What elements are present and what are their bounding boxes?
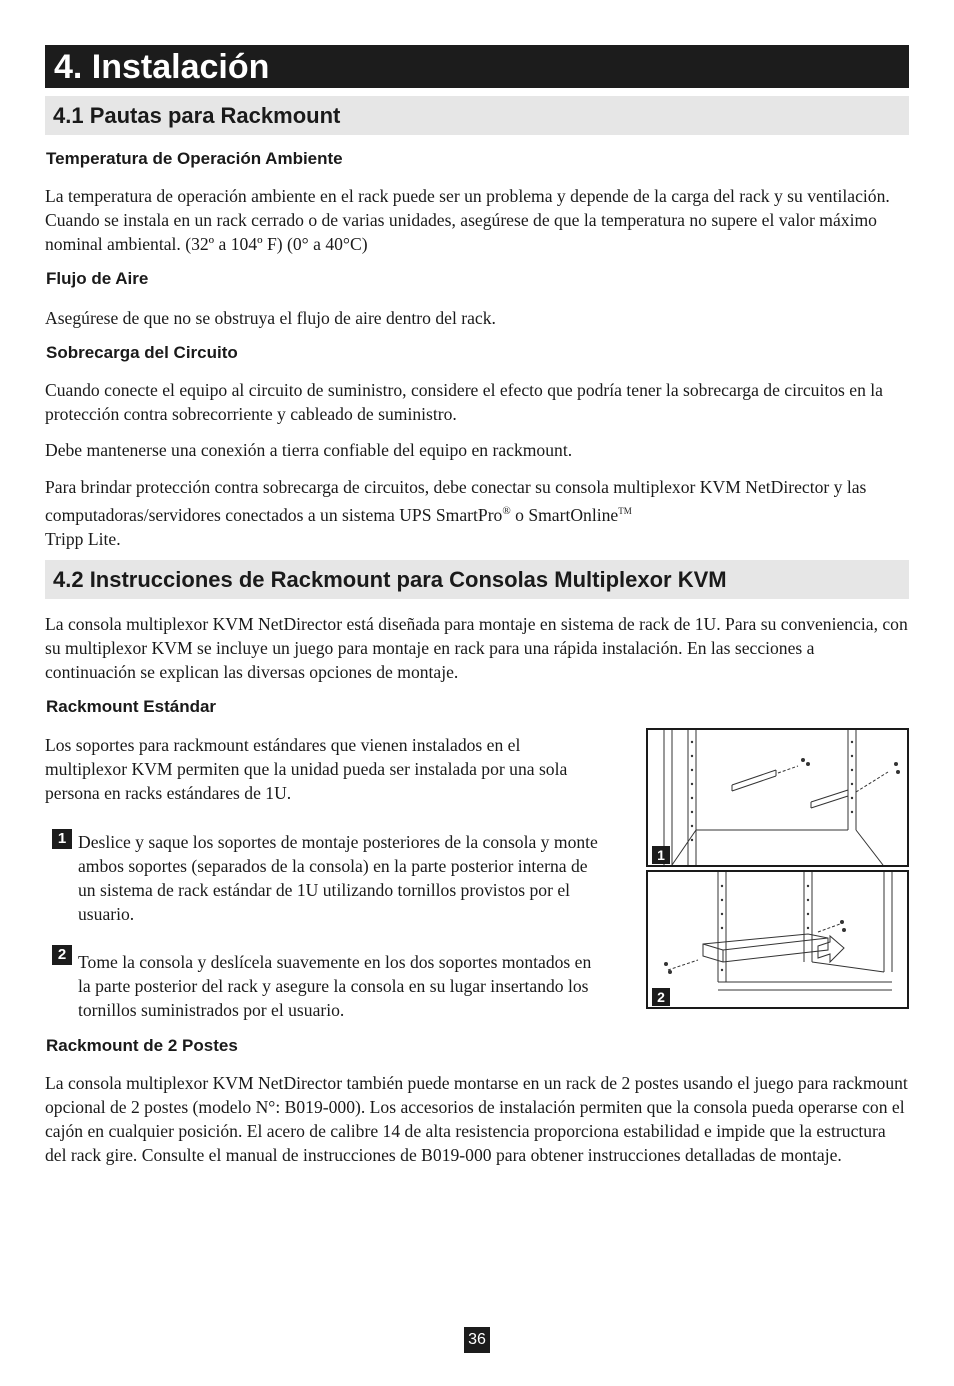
step-2-number: 2 bbox=[52, 945, 72, 965]
trademark-mark: TM bbox=[618, 506, 632, 516]
section-4-2-title: 4.2 Instrucciones de Rackmount para Consolas Multiplexor KVM bbox=[53, 567, 727, 592]
figure-2-label: 2 bbox=[652, 988, 670, 1006]
circuit-paragraph-1: Cuando conecte el equipo al circuito de suministro, considere el efecto que podría tener la sobrecarga de circuitos en la protección contra sobrecorriente y cableado de suministro. bbox=[45, 380, 883, 424]
temperature-paragraph: La temperatura de operación ambiente en el rack puede ser un problema y depende de la carga del rack y su ventilación. Cuando se instala en un rack cerrado o de varias unidades, asegúrese de que la temperatura no supere el valor máximo nominal ambiental. (32º a 104º F) (0° a 40°C) bbox=[45, 186, 890, 254]
step-2-text: Tome la consola y deslícela suavemente en los dos soportes montados en la parte posterior del rack y asegure la consola en su lugar insertando los tornillos suministrados por el usuario. bbox=[78, 952, 592, 1020]
circuit-text-part-c: Tripp Lite. bbox=[45, 528, 121, 549]
section-4-1-header bbox=[45, 96, 909, 135]
standard-rackmount-heading: Rackmount Estándar bbox=[46, 697, 217, 716]
section-4-1-title: 4.1 Pautas para Rackmount bbox=[53, 103, 341, 128]
chapter-title: 4. Instalación bbox=[54, 48, 270, 86]
step-1-number: 1 bbox=[52, 829, 72, 849]
console-slide-illustration bbox=[648, 872, 907, 1007]
circuit-paragraph-3 bbox=[45, 475, 909, 551]
step-1-text: Deslice y saque los soportes de montaje posteriores de la consola y monte ambos soportes (separados de la consola) en la parte posterior interna de un sistema de rack estándar de 1U utilizando tornillos provistos por el usuario. bbox=[78, 832, 598, 924]
registered-mark: ® bbox=[502, 505, 511, 517]
rack-rear-brackets-illustration bbox=[648, 730, 907, 865]
standard-rackmount-paragraph: Los soportes para rackmount estándares que vienen instalados en el multiplexor KVM permiten que la unidad pueda ser instalada por una sola persona en racks estándares de 1U. bbox=[45, 735, 568, 803]
section-4-2-intro: La consola multiplexor KVM NetDirector está diseñada para montaje en sistema de rack de 1U. Para su conveniencia, con su multiplexor KVM se incluye un juego para montaje en rack para una rápida instalación. En las secciones a continuación se explican las diversas opciones de montaje. bbox=[45, 614, 908, 682]
circuit-text-part-a: Para brindar protección contra sobrecarga de circuitos, debe conectar su consola multiplexor KVM NetDirector y las computadoras/servidores conectados a un sistema UPS SmartPro bbox=[45, 477, 867, 525]
circuit-paragraph-2: Debe mantenerse una conexión a tierra confiable del equipo en rackmount. bbox=[45, 440, 573, 460]
figure-1-rack-brackets bbox=[646, 728, 909, 867]
circuit-overload-heading: Sobrecarga del Circuito bbox=[46, 343, 238, 362]
two-post-rackmount-paragraph: La consola multiplexor KVM NetDirector también puede montarse en un rack de 2 postes usando el juego para rackmount opcional de 2 postes (modelo N°: B019-000). Los accesorios de instalación permiten que la consola pueda operarse con el cajón en cualquier posición. El acero de calibre 14 de alta resistencia proporciona estabilidad e impide que la estructura del rack gire. Consulte el manual de instrucciones de B019-000 para obtener instrucciones detalladas de montaje. bbox=[45, 1073, 908, 1165]
figure-1-label: 1 bbox=[652, 846, 670, 864]
two-post-rackmount-heading: Rackmount de 2 Postes bbox=[46, 1036, 238, 1055]
chapter-title-bar bbox=[45, 45, 909, 88]
temperature-heading: Temperatura de Operación Ambiente bbox=[46, 149, 343, 168]
circuit-text-part-b: o SmartOnline bbox=[510, 504, 619, 525]
airflow-paragraph: Asegúrese de que no se obstruya el flujo de aire dentro del rack. bbox=[45, 308, 496, 328]
section-4-2-header bbox=[45, 560, 909, 599]
page-number: 36 bbox=[464, 1327, 490, 1353]
figure-2-console-insert bbox=[646, 870, 909, 1009]
airflow-heading: Flujo de Aire bbox=[46, 269, 149, 288]
